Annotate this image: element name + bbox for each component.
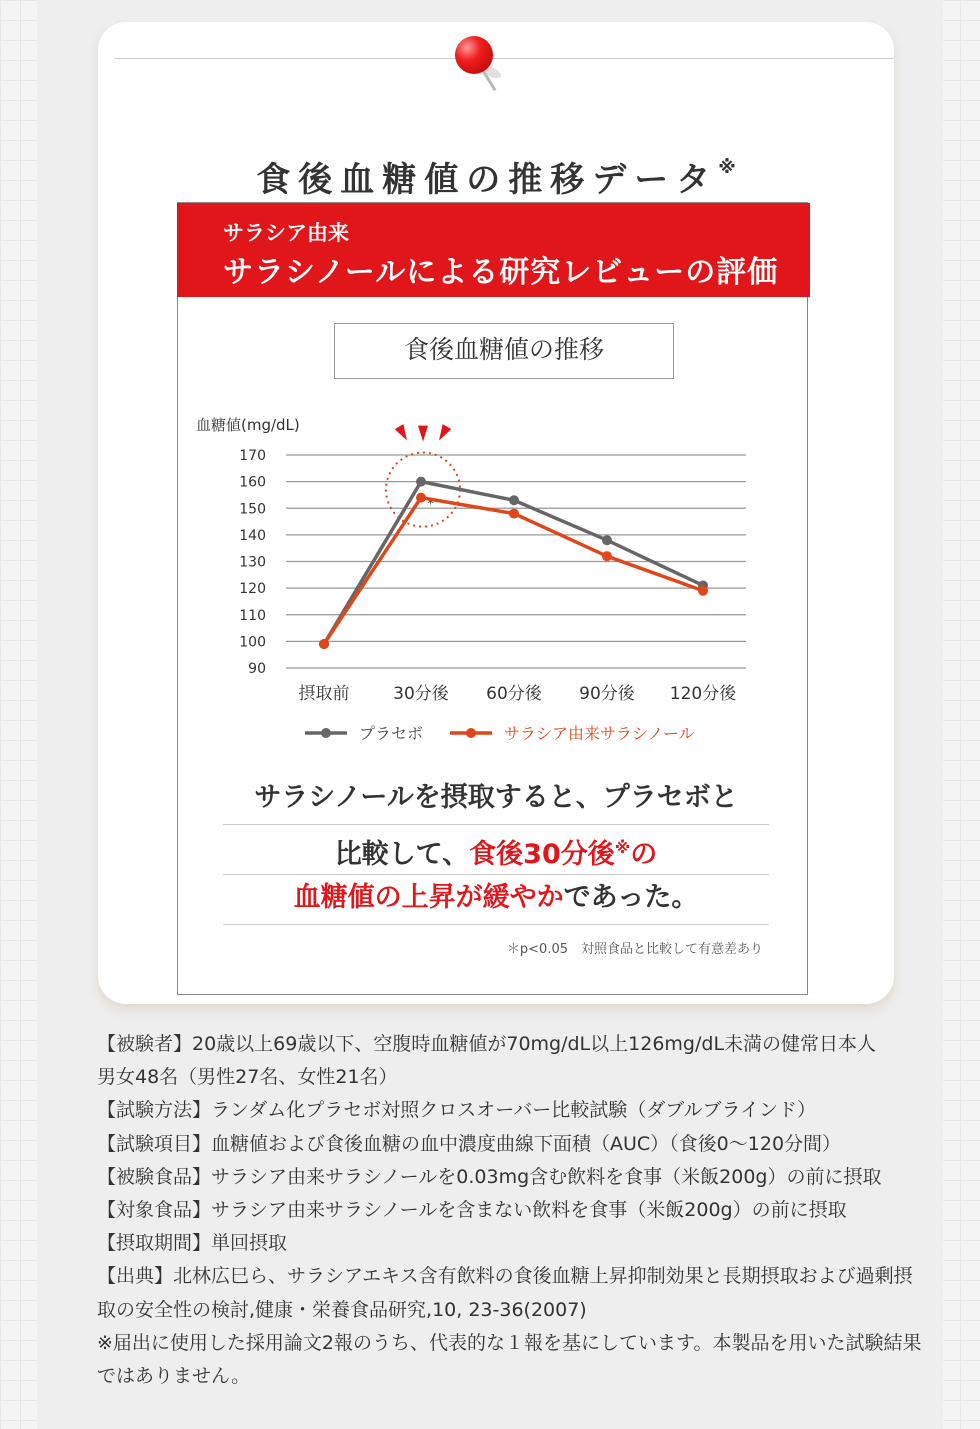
significance-footnote: ＊p<0.05 対照食品と比較して有意差あり: [506, 942, 763, 957]
y-tick-label: 160: [239, 474, 266, 491]
study-row: 取の安全性の検討,健康・栄養食品研究,10, 23-36(2007): [97, 1298, 587, 1321]
series-line-salacinol: [324, 498, 703, 644]
highlight-circle: [386, 453, 460, 527]
line-chart: [178, 383, 808, 753]
legend-label: プラセボ: [359, 724, 424, 743]
card-divider: [114, 58, 894, 59]
data-point: [698, 586, 708, 596]
series-line-placebo: [324, 482, 703, 644]
study-row: 【出典】北林広巳ら、サラシアエキス含有飲料の食後血糖上昇抑制効果と長期摂取および過剰摂: [97, 1265, 913, 1288]
data-point: [319, 639, 329, 649]
emphasis-mark: [395, 424, 412, 443]
data-point: [509, 495, 519, 505]
study-details: [97, 1028, 922, 1393]
data-point: [602, 551, 612, 561]
page-title: 食後血糖値の推移データ※: [256, 157, 736, 200]
study-row: 男女48名（男性27名、女性21名）: [97, 1066, 398, 1089]
evaluation-panel: [177, 202, 808, 995]
significance-mark: *: [427, 496, 434, 513]
emphasis-mark: [418, 426, 428, 442]
conclusion-line-2: 比較して、食後30分後※の: [223, 825, 769, 875]
study-row: 【被験者】20歳以上69歳以下、空腹時血糖値が70mg/dL以上126mg/dL未満の健常日本人: [97, 1033, 877, 1055]
chart-title: 食後血糖値の推移: [334, 323, 674, 379]
study-row: 【摂取期間】単回摂取: [97, 1232, 288, 1255]
conclusion-line-3: 血糖値の上昇が緩やかであった。: [223, 875, 769, 925]
red-banner: [177, 203, 810, 297]
study-row: ※届出に使用した採用論文2報のうち、代表的な１報を基にしています。本製品を用いた試験結果: [97, 1331, 922, 1354]
study-row: 【試験項目】血糖値および食後血糖の血中濃度曲線下面積（AUC）（食後0〜120分間）: [97, 1132, 842, 1155]
y-tick-label: 140: [239, 527, 266, 544]
legend-swatch-dot: [466, 728, 476, 738]
study-row: ではありません。: [97, 1365, 251, 1388]
data-point: [602, 535, 612, 545]
emphasis-mark: [435, 424, 452, 443]
chart-card: [98, 22, 894, 1004]
y-tick-label: 120: [239, 581, 266, 598]
y-tick-label: 110: [239, 607, 266, 624]
y-axis-label: 血糖値(mg/dL): [196, 416, 300, 434]
legend-swatch-dot: [321, 728, 331, 738]
data-point: [416, 477, 426, 487]
study-row: 【対象食品】サラシア由来サラシノールを含まない飲料を食事（米飯200g）の前に摂取: [97, 1199, 847, 1222]
x-tick-label: 60分後: [486, 684, 542, 704]
study-row: 【被験食品】サラシア由来サラシノールを0.03mg含む飲料を食事（米飯200g）の前に摂取: [97, 1165, 882, 1188]
y-tick-label: 130: [239, 554, 266, 571]
x-tick-label: 30分後: [393, 684, 449, 704]
y-tick-label: 90: [248, 661, 266, 677]
x-tick-label: 90分後: [579, 684, 635, 704]
study-row: 【試験方法】ランダム化プラセボ対照クロスオーバー比較試験（ダブルブラインド）: [97, 1099, 816, 1122]
y-tick-label: 150: [239, 501, 266, 518]
data-point: [509, 509, 519, 519]
banner-title: サラシノールによる研究レビューの評価: [223, 255, 779, 290]
banner-subtitle: サラシア由来: [223, 221, 349, 245]
legend-label: サラシア由来サラシノール: [504, 724, 695, 743]
conclusion-line-1: サラシノールを摂取すると、プラセボと: [223, 775, 769, 825]
pushpin-icon: [455, 36, 493, 74]
x-tick-label: 摂取前: [298, 684, 350, 704]
y-tick-label: 170: [239, 448, 266, 464]
x-tick-label: 120分後: [669, 684, 737, 704]
data-point: [416, 493, 426, 503]
y-tick-label: 100: [239, 634, 266, 651]
